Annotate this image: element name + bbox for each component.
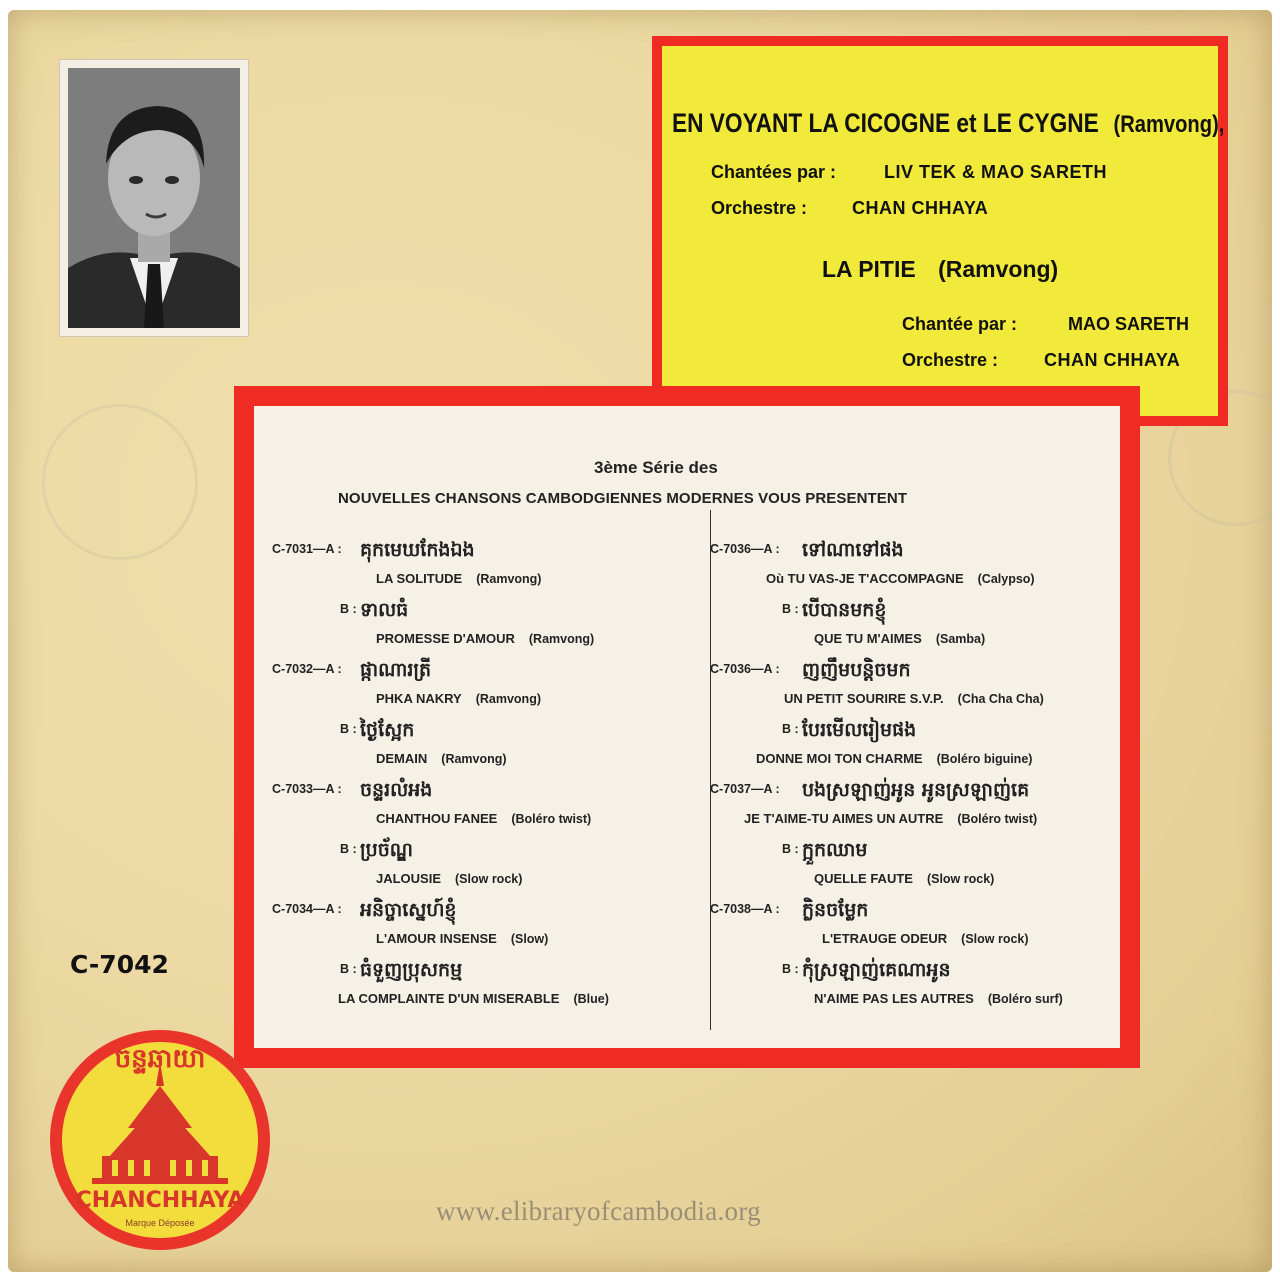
logo-khmer-text: ចន្ទឆាយា bbox=[114, 1044, 206, 1074]
track-khmer-title: អនិច្ចាស្នេហ៍ខ្ញុំ bbox=[360, 899, 457, 921]
track-french-title: PHKA NAKRY bbox=[376, 691, 462, 706]
track-french-line bbox=[766, 570, 1035, 588]
series-heading: 3ème Série des bbox=[594, 458, 718, 477]
track-khmer-title: កុំស្រឡាញ់គេណាអូន bbox=[802, 959, 951, 981]
track-khmer-title: ទាលធំ bbox=[360, 599, 409, 621]
track-code: B : bbox=[782, 602, 799, 616]
song2-sung-label: Chantée par : bbox=[902, 314, 1018, 334]
tracklist-panel bbox=[254, 406, 1120, 1048]
singer-portrait-image bbox=[68, 68, 240, 328]
track-french-title: DEMAIN bbox=[376, 751, 428, 766]
track-french-title: Où TU VAS-JE T'ACCOMPAGNE bbox=[766, 571, 964, 586]
track-french-title: DONNE MOI TON CHARME bbox=[756, 751, 923, 766]
song1-title bbox=[672, 108, 1224, 139]
track-khmer-title: បើបានមកខ្ញុំ bbox=[802, 599, 887, 621]
song2-title-text: LA PITIE bbox=[822, 256, 916, 282]
track-genre: (Ramvong) bbox=[528, 632, 595, 646]
track-khmer-title: គុកមេឃកែងឯង bbox=[360, 539, 475, 561]
track-code: B : bbox=[340, 722, 357, 736]
track-khmer-title: ក្លិនចម្លែក bbox=[802, 899, 869, 921]
track-code: C-7033—A : bbox=[272, 782, 342, 796]
track-french-line bbox=[376, 690, 541, 708]
track-genre: (Cha Cha Cha) bbox=[957, 692, 1044, 706]
track-french-line bbox=[376, 570, 541, 588]
song2-genre: (Ramvong) bbox=[938, 256, 1059, 282]
track-khmer-title: ធំទួញប្រុសកម្ម bbox=[360, 959, 463, 981]
song1-singers: LIV TEK & MAO SARETH bbox=[884, 162, 1108, 182]
track-code: B : bbox=[340, 602, 357, 616]
track-french-line bbox=[376, 750, 507, 768]
track-french-line bbox=[756, 750, 1032, 768]
logo-tagline: Marque Déposée bbox=[125, 1218, 195, 1228]
track-genre: (Slow) bbox=[510, 932, 549, 946]
track-french-line bbox=[376, 870, 522, 888]
track-french-line bbox=[744, 810, 1037, 828]
track-code: C-7036—A : bbox=[710, 542, 780, 556]
track-french-line bbox=[822, 930, 1029, 948]
faded-stamp bbox=[42, 404, 198, 560]
track-genre: (Samba) bbox=[935, 632, 986, 646]
track-french-line bbox=[814, 630, 985, 648]
track-code: B : bbox=[782, 842, 799, 856]
track-code: C-7038—A : bbox=[710, 902, 780, 916]
chanchhaya-logo bbox=[48, 1028, 272, 1252]
track-french-title: QUE TU M'AIMES bbox=[814, 631, 922, 646]
track-code: C-7034—A : bbox=[272, 902, 342, 916]
track-french-title: QUELLE FAUTE bbox=[814, 871, 913, 886]
track-genre: (Blue) bbox=[573, 992, 609, 1006]
track-khmer-title: បងស្រឡាញ់អូន អូនស្រឡាញ់គេ bbox=[802, 779, 1030, 801]
track-genre: (Ramvong) bbox=[475, 692, 541, 706]
feature-box bbox=[652, 36, 1228, 426]
track-genre: (Boléro surf) bbox=[987, 992, 1063, 1006]
track-code: C-7031—A : bbox=[272, 542, 342, 556]
track-khmer-title: ក្អួកឈាម bbox=[802, 839, 868, 861]
track-french-line bbox=[784, 690, 1044, 708]
track-khmer-title: ចន្ទរលំអង bbox=[360, 779, 433, 801]
song1-orchestra: CHAN CHHAYA bbox=[852, 198, 989, 218]
singer-photo bbox=[60, 60, 248, 336]
column-divider bbox=[710, 510, 711, 1030]
song1-title-text: EN VOYANT LA CICOGNE et LE CYGNE bbox=[672, 108, 1099, 138]
song2-singer: MAO SARETH bbox=[1068, 314, 1189, 334]
track-genre: (Boléro twist) bbox=[511, 812, 592, 826]
track-genre: (Boléro biguine) bbox=[936, 752, 1033, 766]
record-sleeve-back bbox=[8, 10, 1272, 1272]
track-french-title: L'ETRAUGE ODEUR bbox=[822, 931, 948, 946]
track-khmer-title: ទៅណាទៅផង bbox=[802, 539, 904, 561]
track-khmer-title: ញញឹមបន្តិចមក bbox=[802, 659, 911, 681]
track-khmer-title: បែរមើលរៀមផង bbox=[802, 719, 917, 741]
series-subheading: NOUVELLES CHANSONS CAMBODGIENNES MODERNES VOUS PRESENTENT bbox=[338, 490, 908, 507]
track-french-title: LA SOLITUDE bbox=[376, 571, 463, 586]
track-code: C-7036—A : bbox=[710, 662, 780, 676]
track-french-title: CHANTHOU FANEE bbox=[376, 811, 498, 826]
song1-genre: (Ramvong), bbox=[1113, 111, 1225, 138]
track-french-title: N'AIME PAS LES AUTRES bbox=[814, 991, 974, 1006]
track-french-line bbox=[814, 870, 994, 888]
track-french-title: L'AMOUR INSENSE bbox=[376, 931, 497, 946]
track-french-title: LA COMPLAINTE D'UN MISERABLE bbox=[338, 991, 560, 1006]
catalog-number: C-7042 bbox=[70, 950, 169, 979]
track-french-line bbox=[814, 990, 1063, 1008]
song2-title bbox=[822, 256, 1058, 283]
track-khmer-title: ប្រច័ណ្ឌ bbox=[360, 839, 413, 861]
track-genre: (Slow rock) bbox=[455, 872, 523, 886]
track-french-title: JE T'AIME-TU AIMES UN AUTRE bbox=[744, 811, 944, 826]
track-code: B : bbox=[782, 722, 799, 736]
track-french-title: JALOUSIE bbox=[376, 871, 442, 886]
track-code: C-7037—A : bbox=[710, 782, 780, 796]
track-french-title: UN PETIT SOURIRE S.V.P. bbox=[784, 691, 944, 706]
track-genre: (Ramvong) bbox=[476, 572, 542, 586]
track-code: B : bbox=[340, 842, 357, 856]
song1-orchestra-label: Orchestre : bbox=[711, 198, 808, 218]
track-french-line bbox=[338, 990, 609, 1008]
track-khmer-title: ផ្កាណារត្រី bbox=[360, 659, 432, 681]
track-code: B : bbox=[782, 962, 799, 976]
track-french-title: PROMESSE D'AMOUR bbox=[376, 631, 515, 646]
track-code: B : bbox=[340, 962, 357, 976]
track-genre: (Ramvong) bbox=[441, 752, 507, 766]
feature-box-inner bbox=[662, 46, 1225, 416]
track-french-line bbox=[376, 810, 591, 828]
song2-orchestra-label: Orchestre : bbox=[902, 350, 999, 370]
website-watermark: www.elibraryofcambodia.org bbox=[436, 1196, 761, 1226]
logo-brand-name: CHANCHHAYA bbox=[75, 1188, 245, 1213]
track-code: C-7032—A : bbox=[272, 662, 342, 676]
track-genre: (Slow rock) bbox=[961, 932, 1029, 946]
track-french-line bbox=[376, 930, 548, 948]
track-genre: (Boléro twist) bbox=[957, 812, 1038, 826]
song2-orchestra: CHAN CHHAYA bbox=[1044, 350, 1181, 370]
track-french-line bbox=[376, 630, 594, 648]
track-genre: (Slow rock) bbox=[926, 872, 995, 886]
track-genre: (Calypso) bbox=[977, 572, 1035, 586]
song1-sung-label: Chantées par : bbox=[711, 162, 837, 182]
tracklist-frame bbox=[234, 386, 1140, 1068]
track-khmer-title: ថ្ងៃស្អែក bbox=[360, 719, 415, 741]
